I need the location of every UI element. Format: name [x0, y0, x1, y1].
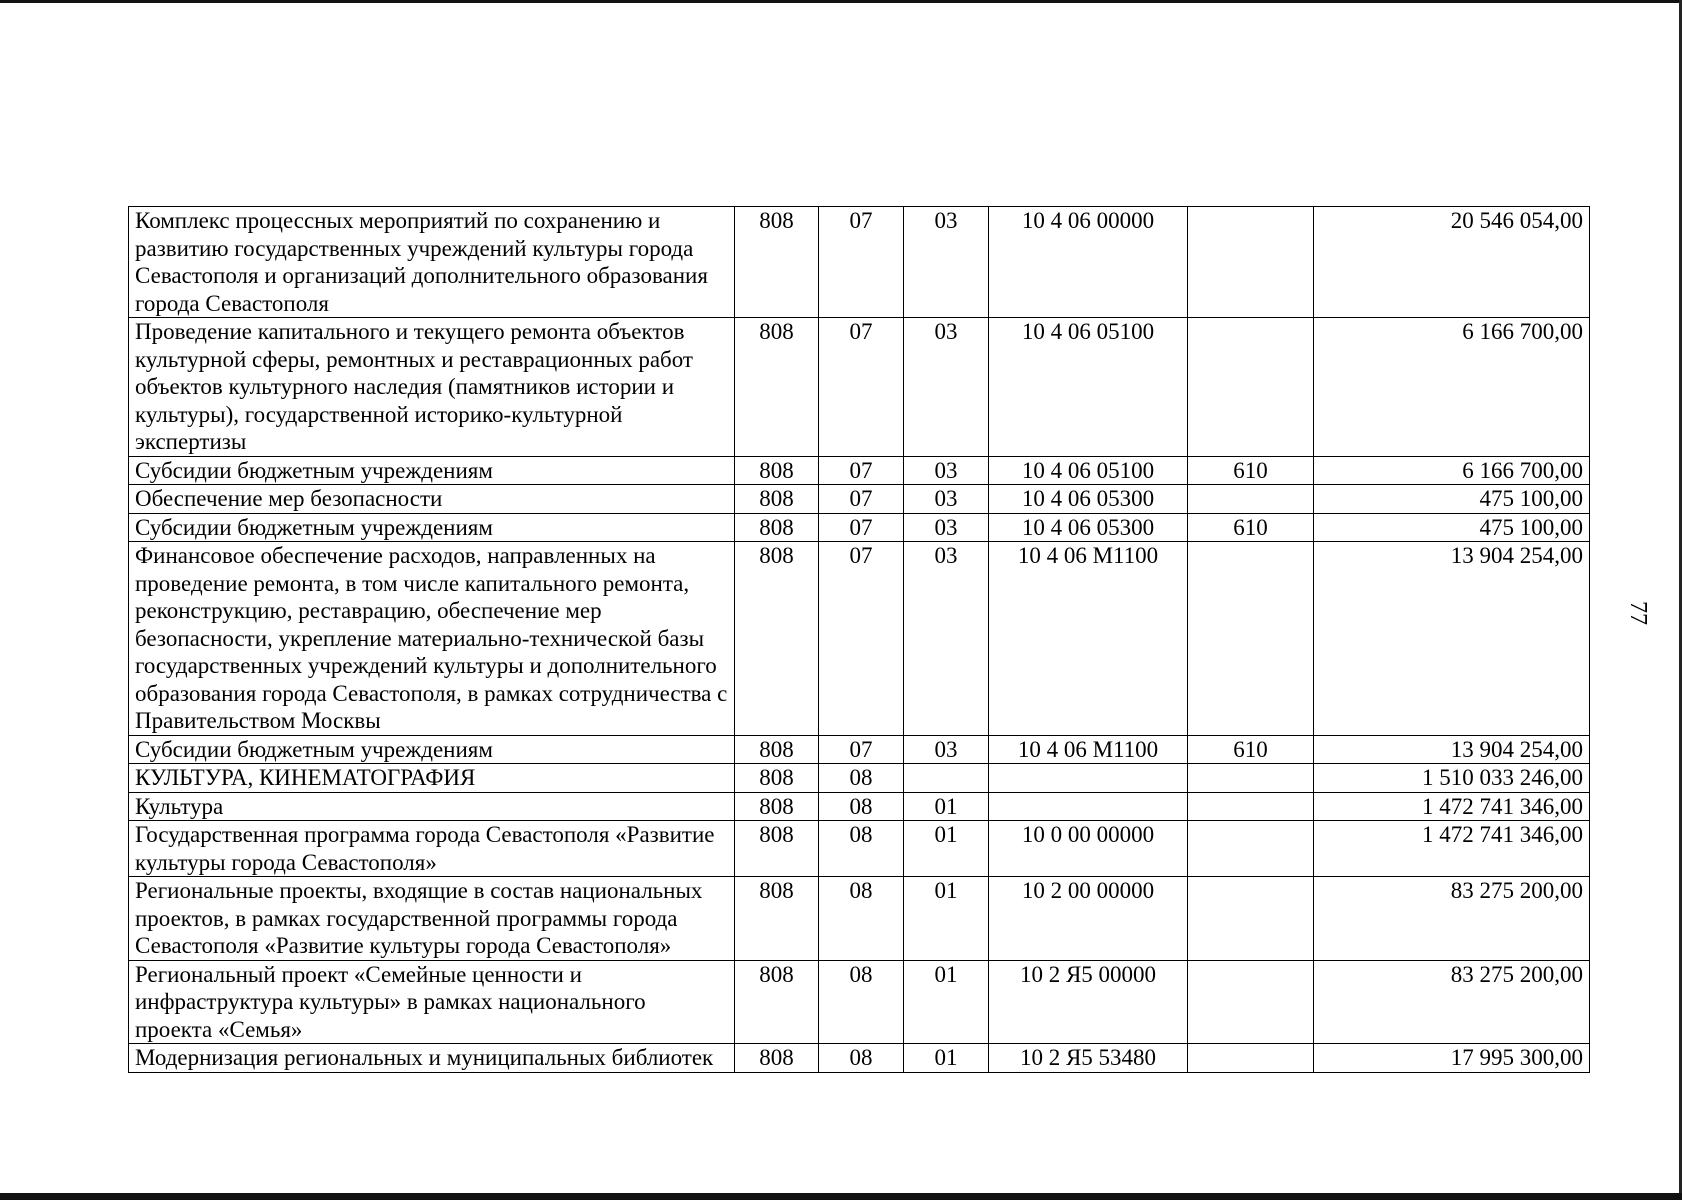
row-name-cell: Региональные проекты, входящие в состав национальных проектов, в рамках государственной программы города Севастополя «Развитие культуры города Севастополя» [129, 877, 735, 961]
admin-code-cell: 808 [735, 513, 819, 542]
sum-cell: 1 472 741 346,00 [1314, 821, 1590, 877]
table-row [129, 960, 1590, 1044]
admin-code-cell: 808 [735, 735, 819, 764]
expense-code-cell [1188, 1044, 1314, 1073]
table-row [129, 513, 1590, 542]
target-code-cell: 10 4 06 05300 [989, 513, 1188, 542]
table-row [129, 1044, 1590, 1073]
admin-code-cell: 808 [735, 821, 819, 877]
expense-code-cell [1188, 764, 1314, 793]
admin-code-cell: 808 [735, 764, 819, 793]
row-name-cell: Субсидии бюджетным учреждениям [129, 456, 735, 485]
table-row [129, 485, 1590, 514]
target-code-cell: 10 4 06 05100 [989, 456, 1188, 485]
target-code-cell: 10 4 06 M1100 [989, 735, 1188, 764]
admin-code-cell: 808 [735, 542, 819, 736]
admin-code-cell: 808 [735, 1044, 819, 1073]
table-row [129, 735, 1590, 764]
section-code-cell: 07 [819, 513, 904, 542]
sum-cell: 1 472 741 346,00 [1314, 792, 1590, 821]
section-code-cell: 08 [819, 877, 904, 961]
row-name-cell: Государственная программа города Севастополя «Развитие культуры города Севастополя» [129, 821, 735, 877]
scan-edge-top [0, 0, 1682, 3]
admin-code-cell: 808 [735, 960, 819, 1044]
section-code-cell: 07 [819, 207, 904, 318]
section-code-cell: 07 [819, 318, 904, 457]
admin-code-cell: 808 [735, 207, 819, 318]
page-number: 77 [1625, 601, 1651, 625]
row-name-cell: Региональный проект «Семейные ценности и инфраструктура культуры» в рамках национального проекта «Семья» [129, 960, 735, 1044]
subsection-code-cell: 01 [904, 877, 989, 961]
subsection-code-cell: 03 [904, 456, 989, 485]
expense-code-cell [1188, 542, 1314, 736]
expense-code-cell: 610 [1188, 513, 1314, 542]
row-name-cell: Комплекс процессных мероприятий по сохранению и развитию государственных учреждений культуры города Севастополя и организаций дополнительного образования города Севастополя [129, 207, 735, 318]
expense-code-cell: 610 [1188, 456, 1314, 485]
target-code-cell: 10 4 06 M1100 [989, 542, 1188, 736]
subsection-code-cell: 03 [904, 513, 989, 542]
section-code-cell: 08 [819, 960, 904, 1044]
scan-edge-bottom [0, 1193, 1682, 1200]
target-code-cell: 10 2 Я5 53480 [989, 1044, 1188, 1073]
admin-code-cell: 808 [735, 456, 819, 485]
subsection-code-cell: 01 [904, 1044, 989, 1073]
target-code-cell: 10 4 06 05100 [989, 318, 1188, 457]
expense-code-cell [1188, 792, 1314, 821]
sum-cell: 6 166 700,00 [1314, 456, 1590, 485]
section-code-cell: 07 [819, 735, 904, 764]
subsection-code-cell: 03 [904, 318, 989, 457]
row-name-cell: Культура [129, 792, 735, 821]
target-code-cell: 10 4 06 05300 [989, 485, 1188, 514]
target-code-cell: 10 2 Я5 00000 [989, 960, 1188, 1044]
admin-code-cell: 808 [735, 485, 819, 514]
budget-table [128, 206, 1590, 1073]
section-code-cell: 07 [819, 456, 904, 485]
table-row [129, 821, 1590, 877]
expense-code-cell [1188, 207, 1314, 318]
expense-code-cell [1188, 821, 1314, 877]
row-name-cell: Модернизация региональных и муниципальных библиотек [129, 1044, 735, 1073]
section-code-cell: 08 [819, 764, 904, 793]
subsection-code-cell: 01 [904, 960, 989, 1044]
table-row [129, 456, 1590, 485]
subsection-code-cell: 03 [904, 485, 989, 514]
expense-code-cell [1188, 485, 1314, 514]
sum-cell: 6 166 700,00 [1314, 318, 1590, 457]
row-name-cell: КУЛЬТУРА, КИНЕМАТОГРАФИЯ [129, 764, 735, 793]
section-code-cell: 08 [819, 1044, 904, 1073]
expense-code-cell [1188, 318, 1314, 457]
subsection-code-cell [904, 764, 989, 793]
row-name-cell: Субсидии бюджетным учреждениям [129, 513, 735, 542]
expense-code-cell [1188, 877, 1314, 961]
sum-cell: 83 275 200,00 [1314, 960, 1590, 1044]
sum-cell: 1 510 033 246,00 [1314, 764, 1590, 793]
sum-cell: 475 100,00 [1314, 513, 1590, 542]
admin-code-cell: 808 [735, 792, 819, 821]
row-name-cell: Финансовое обеспечение расходов, направленных на проведение ремонта, в том числе капитального ремонта, реконструкцию, реставрацию, обеспечение мер безопасности, укрепление материально-технической базы государственных учреждений культуры и дополнительного образования города Севастополя, в рамках сотрудничества с Правительством Москвы [129, 542, 735, 736]
expense-code-cell [1188, 960, 1314, 1044]
row-name-cell: Проведение капитального и текущего ремонта объектов культурной сферы, ремонтных и реставрационных работ объектов культурного наследия (памятников истории и культуры), государственной историко-культурной экспертизы [129, 318, 735, 457]
target-code-cell: 10 4 06 00000 [989, 207, 1188, 318]
table-row [129, 764, 1590, 793]
table-row [129, 877, 1590, 961]
sum-cell: 475 100,00 [1314, 485, 1590, 514]
admin-code-cell: 808 [735, 318, 819, 457]
section-code-cell: 07 [819, 485, 904, 514]
subsection-code-cell: 03 [904, 735, 989, 764]
sum-cell: 83 275 200,00 [1314, 877, 1590, 961]
table-row [129, 318, 1590, 457]
section-code-cell: 07 [819, 542, 904, 736]
target-code-cell [989, 792, 1188, 821]
sum-cell: 20 546 054,00 [1314, 207, 1590, 318]
expense-code-cell: 610 [1188, 735, 1314, 764]
table-row [129, 207, 1590, 318]
table-row [129, 792, 1590, 821]
admin-code-cell: 808 [735, 877, 819, 961]
target-code-cell: 10 2 00 00000 [989, 877, 1188, 961]
section-code-cell: 08 [819, 792, 904, 821]
sum-cell: 13 904 254,00 [1314, 735, 1590, 764]
sum-cell: 13 904 254,00 [1314, 542, 1590, 736]
subsection-code-cell: 03 [904, 542, 989, 736]
subsection-code-cell: 03 [904, 207, 989, 318]
subsection-code-cell: 01 [904, 821, 989, 877]
target-code-cell: 10 0 00 00000 [989, 821, 1188, 877]
table-row [129, 542, 1590, 736]
row-name-cell: Субсидии бюджетным учреждениям [129, 735, 735, 764]
row-name-cell: Обеспечение мер безопасности [129, 485, 735, 514]
target-code-cell [989, 764, 1188, 793]
section-code-cell: 08 [819, 821, 904, 877]
subsection-code-cell: 01 [904, 792, 989, 821]
sum-cell: 17 995 300,00 [1314, 1044, 1590, 1073]
